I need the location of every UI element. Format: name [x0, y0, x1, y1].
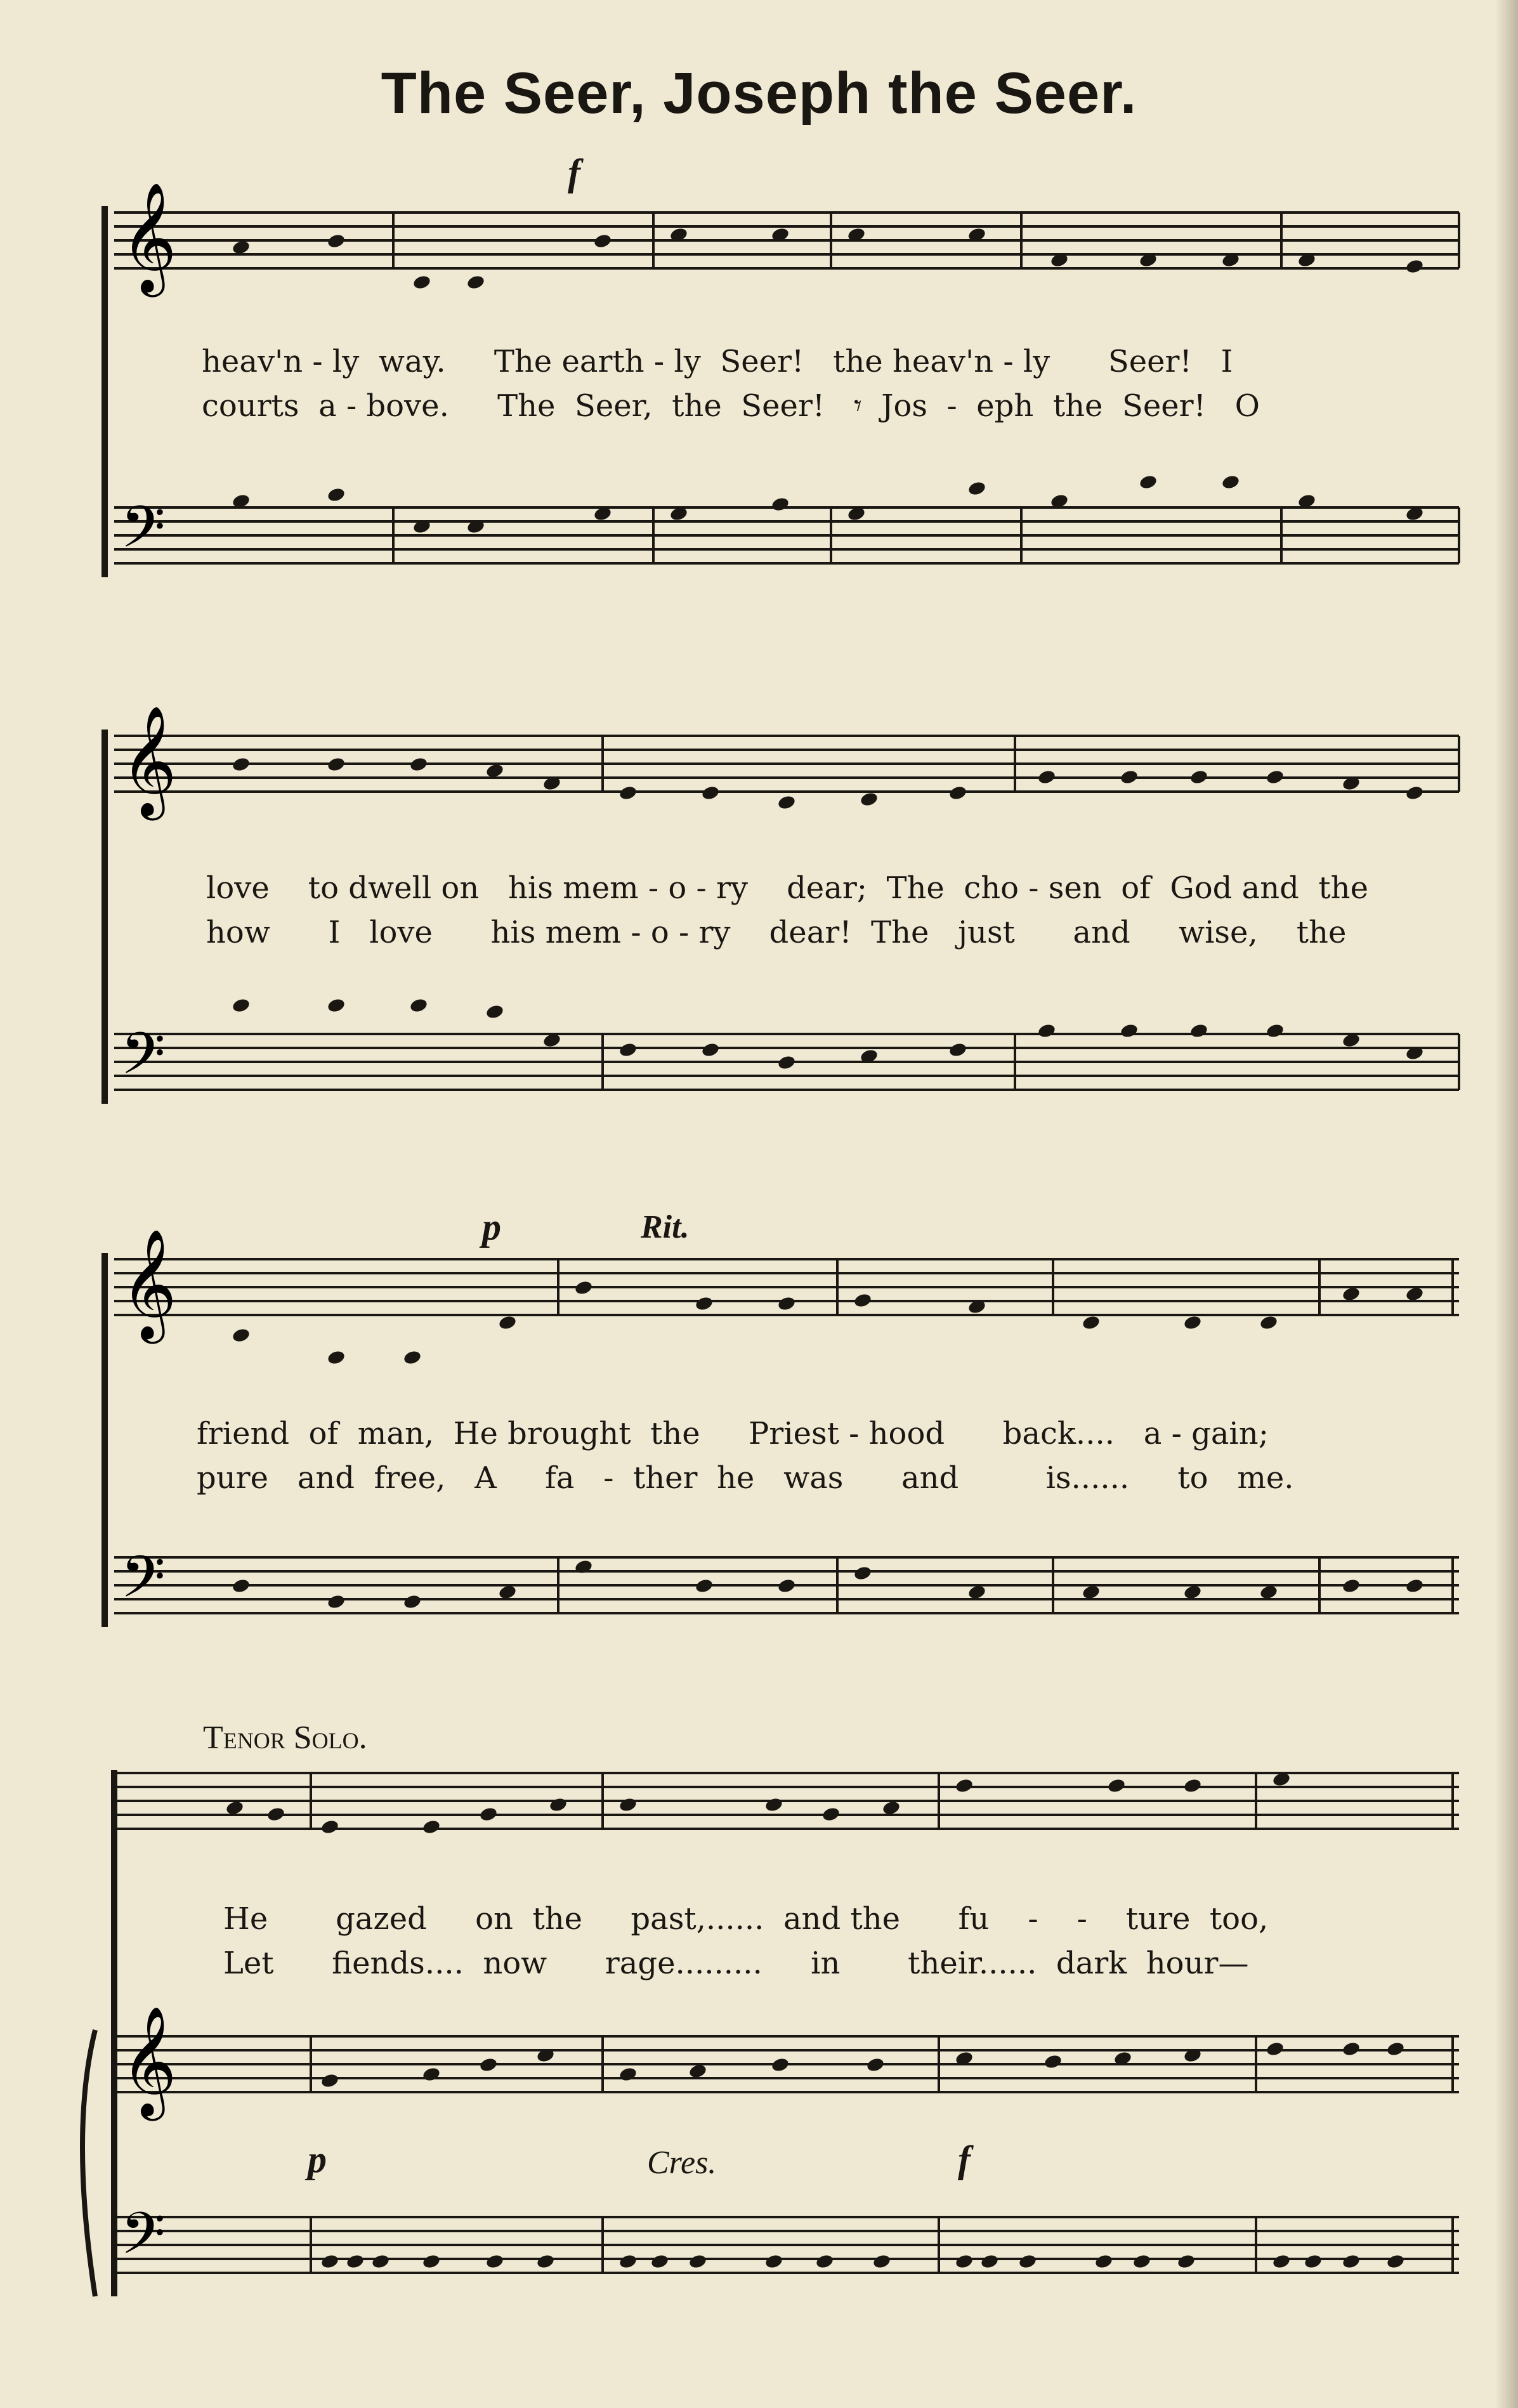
ritardando-mark: Rit. [641, 1209, 690, 1245]
lyric-line: friend of man, He brought the Priest - hood back.... a - gain; [197, 1416, 1269, 1451]
dynamic-mark: f [958, 2138, 971, 2180]
lyric-line: courts a - bove. The Seer, the Seer! 𝄾 Jos - eph the Seer! O [202, 388, 1260, 424]
system-4-staves [82, 1770, 1459, 2296]
dynamic-mark: p [482, 1206, 501, 1248]
lyric-line: Let fiends.... now rage......... in their...... dark hour— [223, 1946, 1249, 1981]
dynamic-mark: p [308, 2138, 327, 2180]
svg-text:𝄞: 𝄞 [121, 2006, 177, 2116]
crescendo-mark: Cres. [647, 2145, 717, 2181]
svg-text:𝄞: 𝄞 [121, 1229, 177, 1339]
lyric-line: He gazed on the past,...... and the fu - - ture too, [223, 1901, 1269, 1937]
lyric-line: pure and free, A fa - ther he was and is...... to me. [197, 1460, 1294, 1496]
lyric-line: heav'n - ly way. The earth - ly Seer! the heav'n - ly Seer! I [202, 344, 1233, 379]
lyric-line: love to dwell on his mem - o - ry dear; The cho - sen of God and the [206, 870, 1368, 906]
svg-text:𝄢: 𝄢 [121, 2200, 166, 2281]
song-title: The Seer, Joseph the Seer. [381, 61, 1137, 126]
svg-text:𝄞: 𝄞 [121, 705, 177, 816]
dynamic-mark: f [568, 152, 580, 193]
lyric-line: how I love his mem - o - ry dear! The just and wise, the [206, 915, 1347, 950]
svg-text:𝄞: 𝄞 [121, 182, 177, 292]
svg-text:𝄢: 𝄢 [121, 1543, 166, 1625]
svg-text:𝄢: 𝄢 [121, 494, 166, 575]
svg-text:𝄢: 𝄢 [121, 1020, 166, 1101]
tenor-solo-label: Tenor Solo. [203, 1720, 367, 1756]
